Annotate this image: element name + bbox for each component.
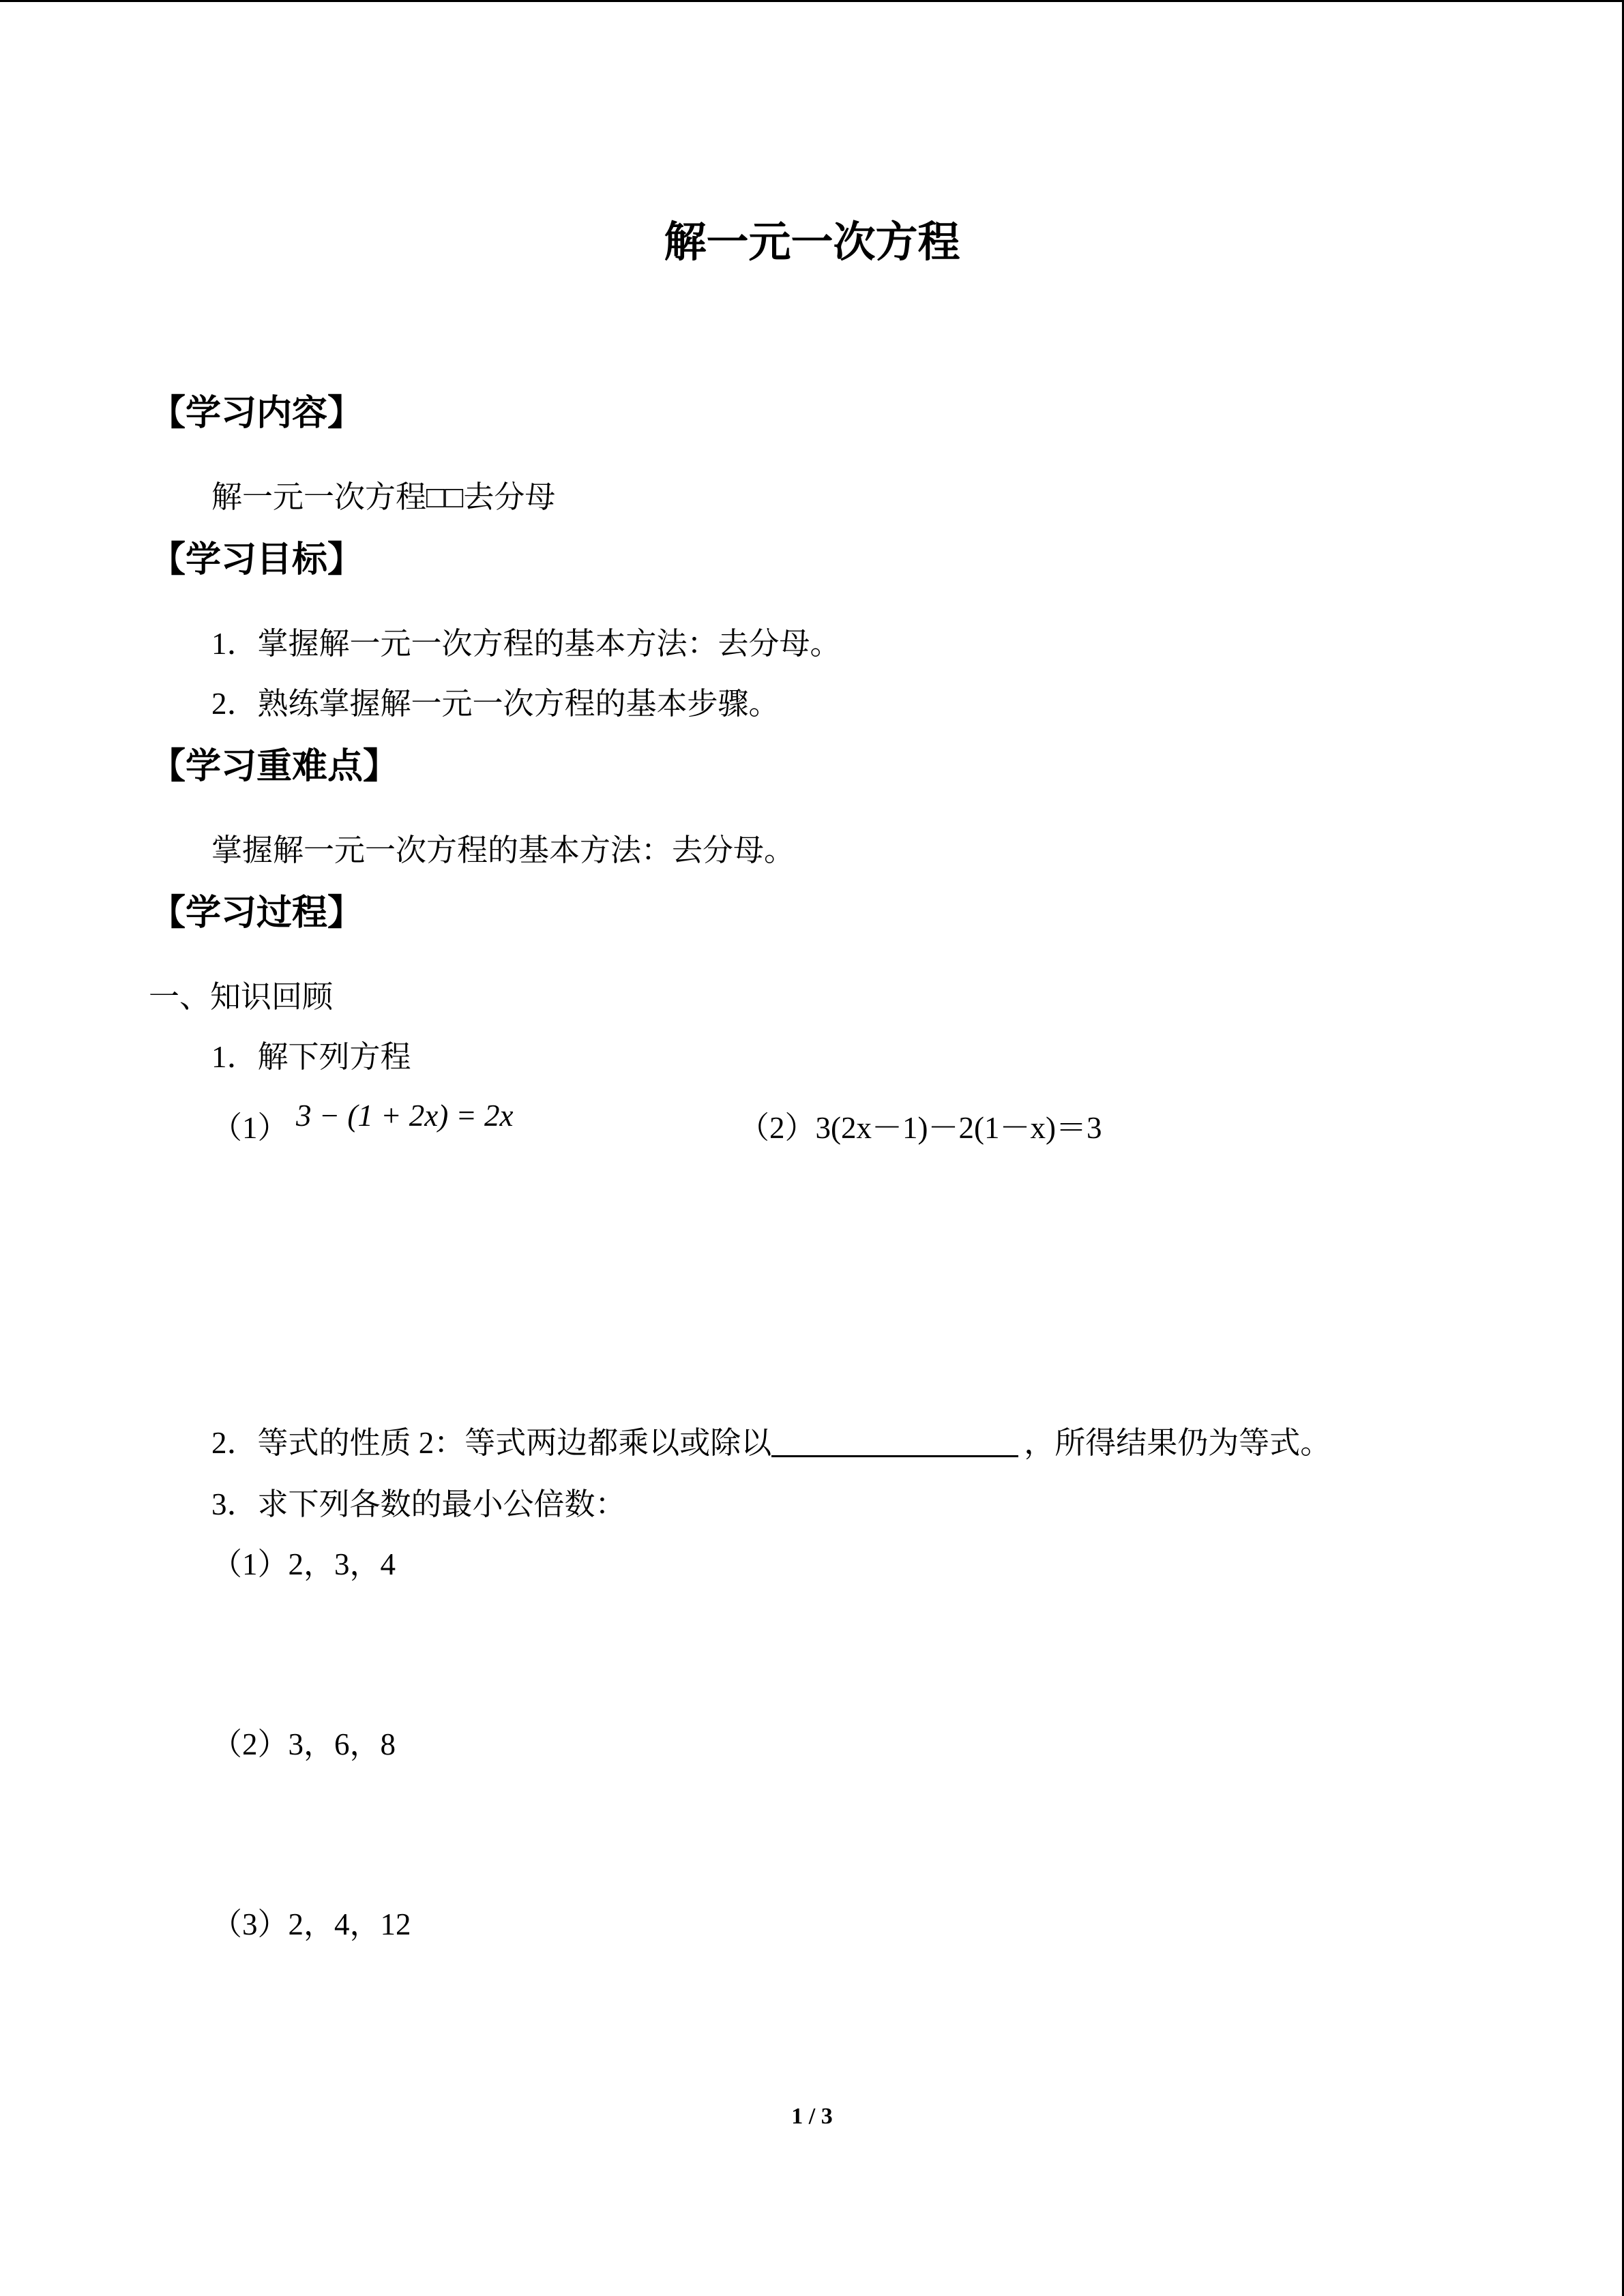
goal-item-1: 1．掌握解一元一次方程的基本方法：去分母。 bbox=[211, 627, 841, 661]
goal-item-2: 2．熟练掌握解一元一次方程的基本步骤。 bbox=[211, 687, 780, 721]
question-1: 1．解下列方程 bbox=[211, 1040, 411, 1074]
question-3a: （1）2，3，4 bbox=[211, 1547, 396, 1581]
heading-key-difficulties: 【学习重难点】 bbox=[150, 747, 399, 786]
key-difficulties-text: 掌握解一元一次方程的基本方法：去分母。 bbox=[211, 833, 795, 867]
page-number: 1 / 3 bbox=[791, 2104, 833, 2129]
question-1b: （2）3(2x－1)－2(1－x)＝3 bbox=[739, 1111, 1102, 1145]
question-1a-label: （1） bbox=[211, 1111, 289, 1145]
heading-learning-process: 【学习过程】 bbox=[150, 894, 364, 933]
question-3b: （2）3，6，8 bbox=[211, 1727, 396, 1761]
question-3c: （3）2，4，12 bbox=[211, 1907, 411, 1941]
document-title: 解一元一次方程 bbox=[664, 220, 960, 266]
question-3: 3．求下列各数的最小公倍数： bbox=[211, 1487, 626, 1521]
question-2 bbox=[211, 1428, 1331, 1459]
heading-learning-content: 【学习内容】 bbox=[150, 394, 364, 433]
question-2-suffix: ，所得结果仍为等式。 bbox=[1024, 1426, 1331, 1460]
section-review-title: 一、知识回顾 bbox=[149, 980, 334, 1014]
answer-blank[interactable] bbox=[771, 1428, 1018, 1457]
learning-content-text: 解一元一次方程□□去分母 bbox=[211, 480, 556, 514]
question-2-prefix: 2．等式的性质 2：等式两边都乘以或除以 bbox=[211, 1426, 772, 1460]
heading-learning-goals: 【学习目标】 bbox=[150, 541, 364, 580]
question-1a-equation: 3 − (1 + 2x) = 2x bbox=[296, 1099, 514, 1133]
